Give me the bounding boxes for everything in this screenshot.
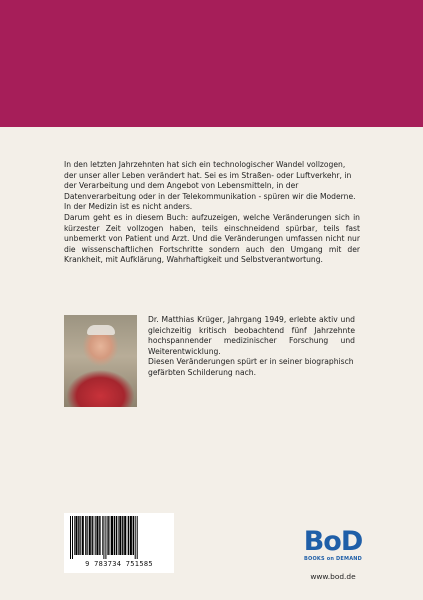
barcode-bar <box>107 516 108 555</box>
publisher-tagline: BOOKS on DEMAND <box>303 556 362 562</box>
barcode-bar <box>114 516 115 555</box>
barcode-bar <box>96 516 98 555</box>
barcode-bar <box>119 516 121 555</box>
barcode-bar <box>78 516 79 555</box>
barcode-guard-bar <box>103 516 104 559</box>
barcode-bar <box>102 516 103 555</box>
blurb-paragraph-3: Darum geht es in diesem Buch: aufzuzeigen, welche Veränderungen sich in kürzester Zeit vollzogen haben, teils einschneidend spürbar, teils fast unbemerkt von Patient und Arzt. Und die Veränderungen umfassen nicht nur die wissenschaftlichen Fortschritte sondern auch den Umgang mit der Krankheit, mit Aufklärung, Wahrhaftigkeit und Selbstverantwortung. <box>64 212 360 265</box>
barcode-bar <box>130 516 132 555</box>
author-bio <box>148 315 355 379</box>
cover-color-band <box>0 0 423 127</box>
barcode-bar <box>124 516 126 555</box>
barcode-guard-bar <box>105 516 106 559</box>
isbn-barcode <box>64 513 174 573</box>
barcode-bar <box>95 516 96 555</box>
barcode-bar <box>118 516 119 555</box>
barcode-guard-bar <box>137 516 138 559</box>
barcode-bar <box>94 516 95 555</box>
barcode-bar <box>87 516 88 555</box>
author-hair <box>87 325 115 335</box>
barcode-number: 9 783734 751585 <box>85 560 153 568</box>
barcode-bar <box>111 516 113 555</box>
publisher-url: www.bod.de <box>310 572 356 581</box>
barcode-bar <box>122 516 123 555</box>
publisher-logo-mark: BoD <box>303 526 363 557</box>
barcode-bar <box>99 516 100 555</box>
barcode-bar <box>89 516 91 555</box>
author-bio-text-2: Diesen Veränderungen spürt er in seiner biographisch gefärbten Schilderung nach. <box>148 357 354 377</box>
barcode-bar <box>75 516 77 555</box>
publisher-logo <box>302 526 364 562</box>
book-blurb <box>64 160 360 266</box>
barcode-bar <box>92 516 93 555</box>
blurb-paragraph-2: In der Medizin ist es nicht anders. <box>64 202 193 212</box>
barcode-bar <box>110 516 111 555</box>
blurb-paragraph-1: In den letzten Jahrzehnten hat sich ein technologischer Wandel vollzogen, der unser aller Leben verändert hat. Sei es im Straßen- oder Luftverkehr, in der Verarbeitung und dem Angebot von Lebensmitteln, in der Datenverarbeitung oder in der Telekommunikation - spüren wir die Moderne. <box>64 160 356 201</box>
barcode-bar <box>116 516 117 555</box>
barcode-bar <box>85 516 86 555</box>
barcode-guard-bar <box>135 516 136 559</box>
barcode-bars <box>64 513 174 559</box>
barcode-bar <box>82 516 84 555</box>
barcode-bar <box>80 516 81 555</box>
barcode-bar <box>133 516 134 555</box>
barcode-bar <box>74 516 75 555</box>
author-bio-text: Dr. Matthias Krüger, Jahrgang 1949, erlebte aktiv und gleichzeitig kritisch beobachtend fünf Jahrzehnte hochspannender medizinischer Forschung und Weiterentwicklung. <box>148 315 355 356</box>
barcode-guard-bar <box>70 516 71 559</box>
barcode-bar <box>128 516 129 555</box>
barcode-guard-bar <box>72 516 73 559</box>
author-photo <box>64 315 137 407</box>
